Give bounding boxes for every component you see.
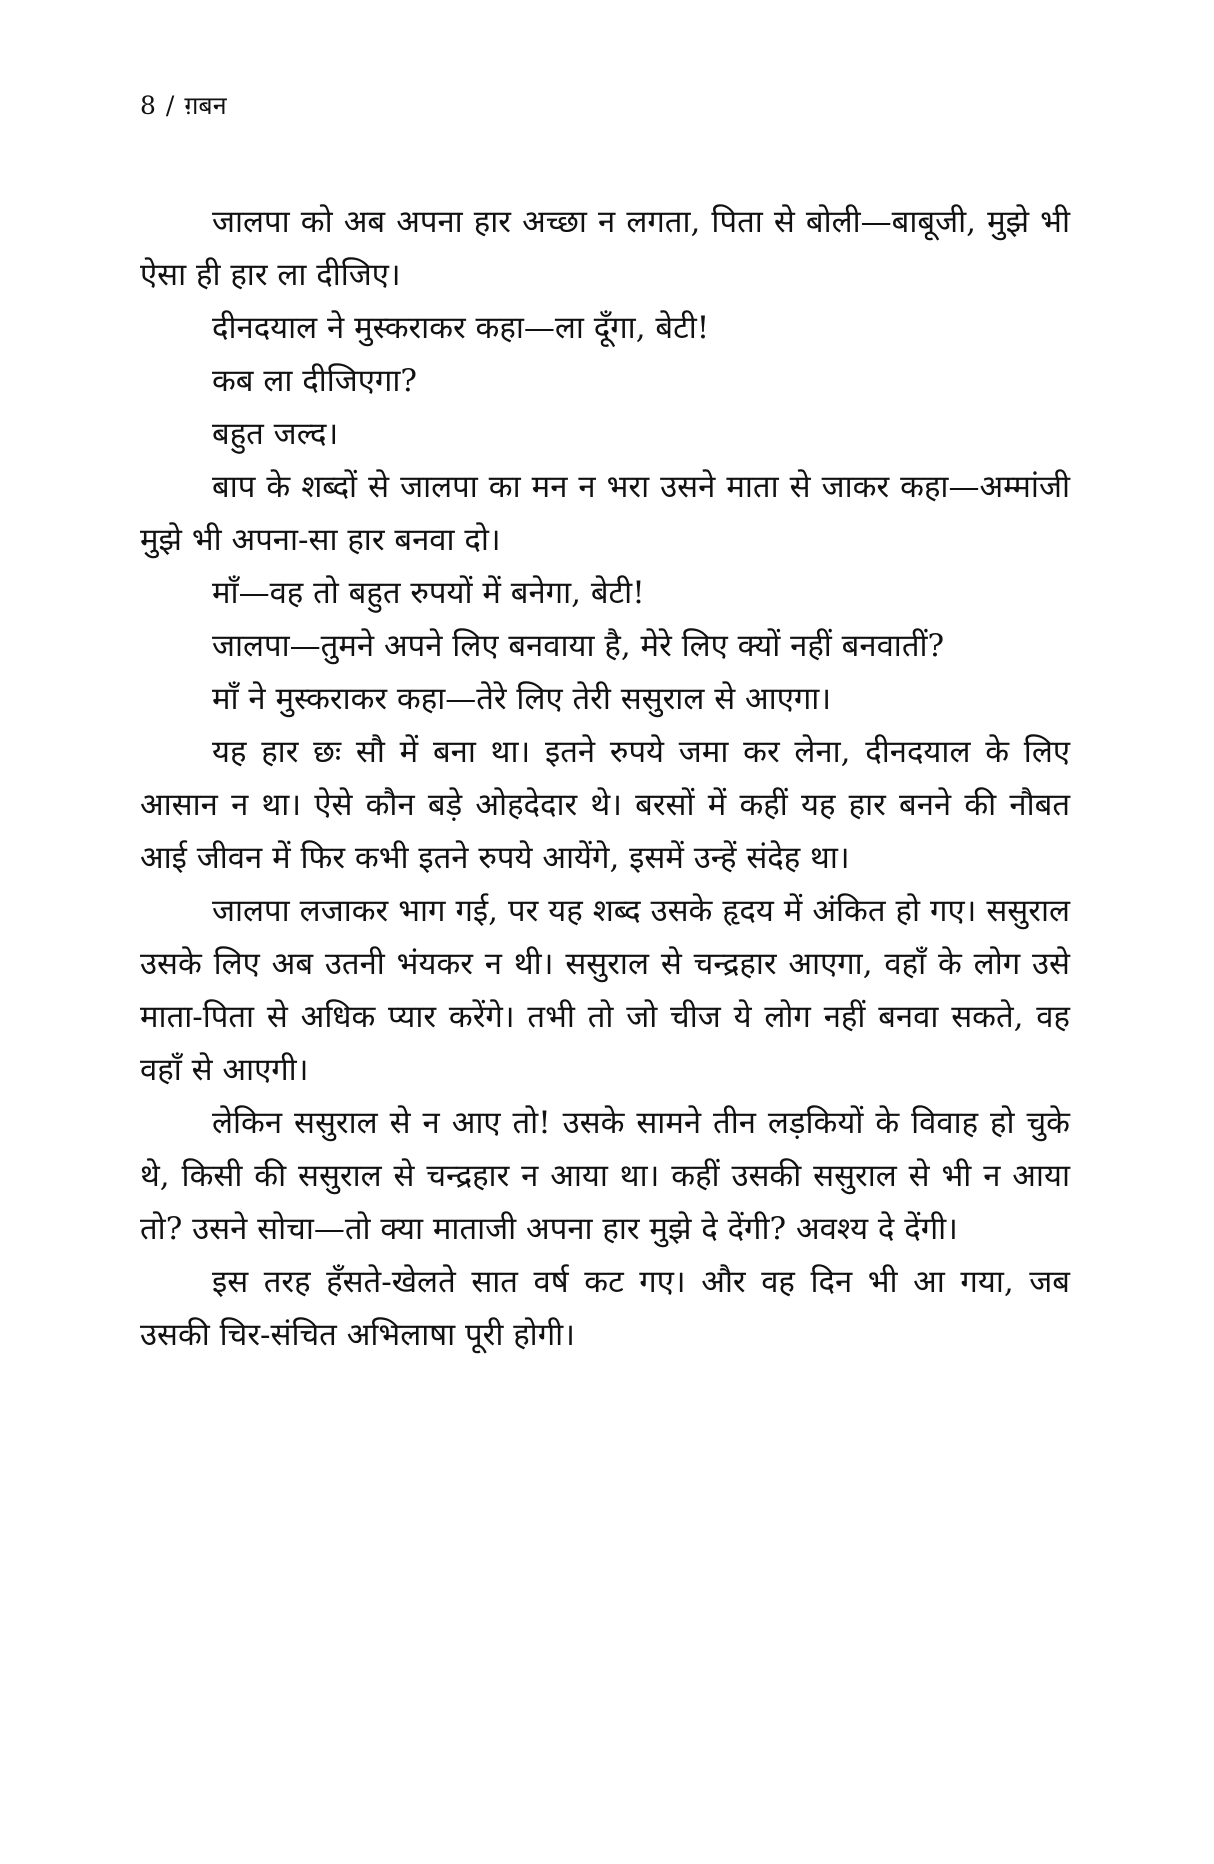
paragraph: माँ ने मुस्कराकर कहा—तेरे लिए तेरी ससुराल से आएगा। xyxy=(212,681,832,717)
paragraph: यह हार छः सौ में बना था। इतने रुपये जमा कर लेना, दीनदयाल के लिए आसान न था। ऐसे कौन बड़े ओहदेदार थे। बरसों में कहीं यह हार बनने की नौबत आई जीवन में फिर कभी इतने रुपये आयेंगे, इसमें उन्हें संदेह था। xyxy=(140,734,1070,876)
paragraph: जालपा लजाकर भाग गई, पर यह शब्द उसके हृदय में अंकित हो गए। ससुराल उसके लिए अब उतनी भंयकर न थी। ससुराल से चन्द्रहार आएगा, वहाँ के लोग उसे माता-पिता से अधिक प्यार करेंगे। तभी तो जो चीज ये लोग नहीं बनवा सकते, वह वहाँ से आएगी। xyxy=(140,893,1070,1088)
paragraph: बहुत जल्द। xyxy=(212,416,339,452)
paragraph: लेकिन ससुराल से न आए तो! उसके सामने तीन लड़कियों के विवाह हो चुके थे, किसी की ससुराल से चन्द्रहार न आया था। कहीं उसकी ससुराल से भी न आया तो? उसने सोचा—तो क्या माताजी अपना हार मुझे दे देंगी? अवश्य दे देंगी। xyxy=(140,1105,1070,1247)
paragraph: दीनदयाल ने मुस्कराकर कहा—ला दूँगा, बेटी! xyxy=(212,310,710,346)
running-head xyxy=(140,88,227,124)
paragraph: कब ला दीजिएगा? xyxy=(212,363,418,399)
paragraph: जालपा—तुमने अपने लिए बनवाया है, मेरे लिए क्यों नहीं बनवातीं? xyxy=(212,628,945,664)
paragraph: इस तरह हँसते-खेलते सात वर्ष कट गए। और वह दिन भी आ गया, जब उसकी चिर-संचित अभिलाषा पूरी होगी। xyxy=(140,1264,1070,1353)
paragraph: जालपा को अब अपना हार अच्छा न लगता, पिता से बोली—बाबूजी, मुझे भी ऐसा ही हार ला दीजिए। xyxy=(140,204,1070,293)
book-title: ग़बन xyxy=(184,91,227,120)
running-head-separator: / xyxy=(165,91,175,120)
paragraph: बाप के शब्दों से जालपा का मन न भरा उसने माता से जाकर कहा—अम्मांजी मुझे भी अपना-सा हार बनवा दो। xyxy=(140,469,1070,558)
body-text xyxy=(140,196,1070,1362)
page-number: 8 xyxy=(140,91,156,120)
paragraph: माँ—वह तो बहुत रुपयों में बनेगा, बेटी! xyxy=(212,575,645,611)
